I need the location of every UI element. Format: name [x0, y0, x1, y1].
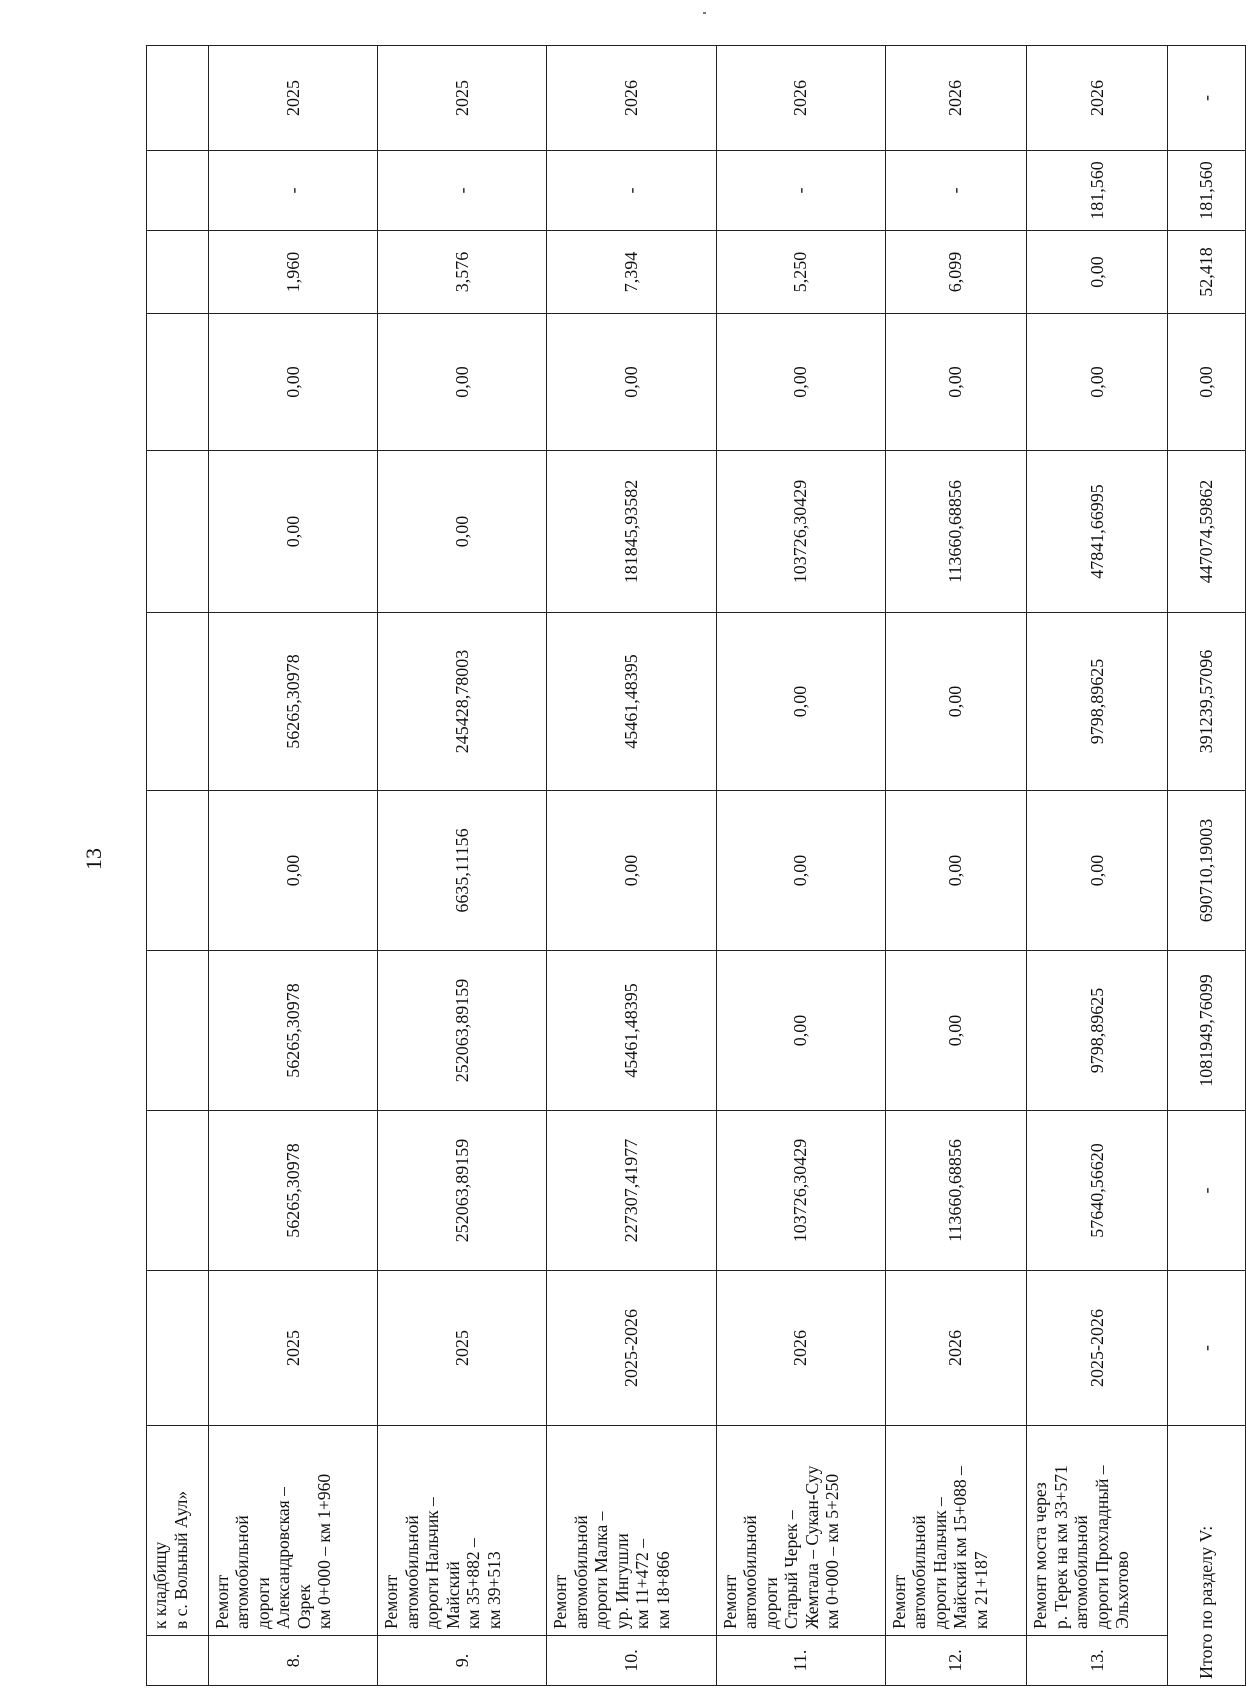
name-line: автомобильной	[1071, 1515, 1092, 1629]
name-line: дороги Нальчик –	[929, 1497, 950, 1629]
cell-2025-federal: 0,00	[208, 791, 377, 951]
name-line: км 11+472 –	[632, 1538, 653, 1629]
cell-2026-regional: 113660,68856	[885, 451, 1026, 613]
name-line: дороги	[760, 1577, 781, 1629]
cell-2025-regional: 56265,30978	[208, 613, 377, 791]
cell-no: 11.	[716, 1636, 885, 1686]
total-cell-2025-total: 1081949,76099	[1168, 951, 1246, 1111]
cell-no: 10.	[547, 1636, 716, 1686]
name-line: Ремонт моста через	[1030, 1482, 1051, 1629]
cell-empty	[147, 46, 209, 151]
cell-empty	[147, 791, 209, 951]
name-line: км 18+866	[652, 1551, 673, 1629]
name-line: Ремонт	[719, 1574, 740, 1629]
cell-empty	[147, 613, 209, 791]
name-line: автомобильной	[570, 1515, 591, 1629]
table-row	[1027, 46, 1168, 1686]
cell-name	[716, 1426, 885, 1636]
name-line: км 35+882 –	[463, 1538, 484, 1629]
name-line: Ремонт	[381, 1574, 402, 1629]
cell-2025-total: 0,00	[885, 951, 1026, 1111]
cell-2025-federal: 6635,11156	[378, 791, 547, 951]
cell-2026-federal: 0,00	[1027, 314, 1168, 451]
cell-2025-total: 45461,48395	[547, 951, 716, 1111]
page-number: 13	[81, 848, 106, 870]
cell-name	[378, 1426, 547, 1636]
road-repair-table	[146, 45, 1246, 1686]
cell-name	[547, 1426, 716, 1636]
cell-period: 2025-2026	[547, 1271, 716, 1426]
cell-2025-regional: 0,00	[885, 613, 1026, 791]
cell-completion-year: 2025	[208, 46, 377, 151]
name-line: Майский км 15+088 –	[950, 1466, 971, 1629]
name-line: Эльхотово	[1112, 1551, 1133, 1629]
cell-length-km: 3,576	[378, 231, 547, 314]
total-cell-length-m: 181,560	[1168, 151, 1246, 231]
name-line: дороги Прохладный –	[1091, 1465, 1112, 1629]
name-line: Ремонт	[888, 1574, 909, 1629]
cell-empty	[147, 1271, 209, 1426]
cell-length-km: 6,099	[885, 231, 1026, 314]
name-line: автомобильной	[740, 1515, 760, 1629]
table-row-header-fragment	[147, 46, 209, 1686]
name-line: Майский	[442, 1561, 463, 1629]
cell-no: 9.	[378, 1636, 547, 1686]
cell-completion-year: 2026	[547, 46, 716, 151]
name-line: автомобильной	[909, 1515, 930, 1629]
name-line: км 0+000 – км 1+960	[314, 1473, 335, 1629]
cell-length-km: 7,394	[547, 231, 716, 314]
cell-length-m: -	[716, 151, 885, 231]
cell-no: 12.	[885, 1636, 1026, 1686]
cell-total-cost: 113660,68856	[885, 1111, 1026, 1271]
cell-length-km: 0,00	[1027, 231, 1168, 314]
cell-2026-regional: 0,00	[378, 451, 547, 613]
cell-empty	[147, 451, 209, 613]
cell-no: 8.	[208, 1636, 377, 1686]
name-line: км 39+513	[483, 1551, 504, 1629]
cell-name	[208, 1426, 377, 1636]
name-line: дороги	[252, 1577, 273, 1629]
total-cell-2026-federal: 0,00	[1168, 314, 1246, 451]
cell-2025-regional: 9798,89625	[1027, 613, 1168, 791]
name-line: ур. Ингушли	[611, 1533, 632, 1629]
name-line: автомобильной	[401, 1515, 422, 1629]
cell-2026-federal: 0,00	[547, 314, 716, 451]
total-label: Итого по разделу V:	[1168, 1426, 1246, 1686]
cell-2026-federal: 0,00	[208, 314, 377, 451]
cell-name	[885, 1426, 1026, 1636]
cell-total-cost: 56265,30978	[208, 1111, 377, 1271]
cell-empty	[147, 231, 209, 314]
name-line: Ремонт	[211, 1574, 232, 1629]
total-cell-total-cost: -	[1168, 1111, 1246, 1271]
name-line: Александровская –	[273, 1487, 294, 1629]
table-row	[716, 46, 885, 1686]
name-line: р. Терек на км 33+571	[1050, 1465, 1071, 1629]
cell-period: 2026	[716, 1271, 885, 1426]
cell-completion-year: 2026	[1027, 46, 1168, 151]
name-line: Озрек	[293, 1584, 314, 1629]
cell-total-cost: 227307,41977	[547, 1111, 716, 1271]
cell-length-m: -	[208, 151, 377, 231]
cell-name	[1027, 1426, 1168, 1636]
cell-2025-total: 0,00	[716, 951, 885, 1111]
cell-2025-total: 56265,30978	[208, 951, 377, 1111]
cell-period: 2025	[378, 1271, 547, 1426]
cell-total-cost: 252063,89159	[378, 1111, 547, 1271]
name-line: км 21+187	[970, 1551, 991, 1629]
table-row	[885, 46, 1026, 1686]
cell-2026-federal: 0,00	[885, 314, 1026, 451]
table-row	[208, 46, 377, 1686]
cell-no	[147, 1636, 209, 1686]
cell-empty	[147, 314, 209, 451]
cell-completion-year: 2026	[885, 46, 1026, 151]
cell-2025-federal: 0,00	[547, 791, 716, 951]
cell-length-km: 1,960	[208, 231, 377, 314]
total-cell-2025-federal: 690710,19003	[1168, 791, 1246, 951]
cell-completion-year: 2026	[716, 46, 885, 151]
table-body	[147, 46, 1246, 1686]
name-line: Старый Черек –	[781, 1510, 801, 1629]
cell-empty	[147, 151, 209, 231]
total-cell-completion-year: -	[1168, 46, 1246, 151]
cell-empty	[147, 1111, 209, 1271]
name-line: км 0+000 – км 5+250	[822, 1473, 842, 1629]
cell-2025-regional: 245428,78003	[378, 613, 547, 791]
rotated-table-container	[146, 46, 1246, 1686]
cell-length-m: -	[885, 151, 1026, 231]
cell-total-cost: 57640,56620	[1027, 1111, 1168, 1271]
name-line: Жемтала – Сукан-Суу	[801, 1465, 822, 1629]
cell-2026-regional: 103726,30429	[716, 451, 885, 613]
table-row-total	[1168, 46, 1246, 1686]
name-line: в с. Вольный Аул»	[170, 1490, 191, 1629]
total-cell-2026-regional: 447074,59862	[1168, 451, 1246, 613]
cell-2026-regional: 181845,93582	[547, 451, 716, 613]
scan-speck	[703, 12, 706, 14]
cell-length-m: -	[547, 151, 716, 231]
cell-2026-federal: 0,00	[378, 314, 547, 451]
cell-empty	[147, 951, 209, 1111]
cell-2025-federal: 0,00	[885, 791, 1026, 951]
name-line: Ремонт	[550, 1574, 571, 1629]
total-cell-length-km: 52,418	[1168, 231, 1246, 314]
cell-name	[147, 1426, 209, 1636]
cell-2026-regional: 47841,66995	[1027, 451, 1168, 613]
cell-2025-total: 252063,89159	[378, 951, 547, 1111]
name-line: дороги Нальчик –	[422, 1497, 443, 1629]
cell-2026-regional: 0,00	[208, 451, 377, 613]
cell-total-cost: 103726,30429	[716, 1111, 885, 1271]
name-line: к кладбищу	[150, 1541, 170, 1629]
cell-2025-regional: 45461,48395	[547, 613, 716, 791]
total-cell-period: -	[1168, 1271, 1246, 1426]
total-cell-2025-regional: 391239,57096	[1168, 613, 1246, 791]
table-row	[378, 46, 547, 1686]
cell-2025-federal: 0,00	[1027, 791, 1168, 951]
table-row	[547, 46, 716, 1686]
cell-length-km: 5,250	[716, 231, 885, 314]
cell-2025-federal: 0,00	[716, 791, 885, 951]
name-line: дороги Малка –	[591, 1511, 612, 1629]
cell-no: 13.	[1027, 1636, 1168, 1686]
cell-2025-regional: 0,00	[716, 613, 885, 791]
cell-period: 2026	[885, 1271, 1026, 1426]
cell-period: 2025-2026	[1027, 1271, 1168, 1426]
cell-completion-year: 2025	[378, 46, 547, 151]
name-line: автомобильной	[232, 1515, 253, 1629]
cell-period: 2025	[208, 1271, 377, 1426]
cell-2025-total: 9798,89625	[1027, 951, 1168, 1111]
cell-length-m: -	[378, 151, 547, 231]
cell-2026-federal: 0,00	[716, 314, 885, 451]
cell-length-m: 181,560	[1027, 151, 1168, 231]
